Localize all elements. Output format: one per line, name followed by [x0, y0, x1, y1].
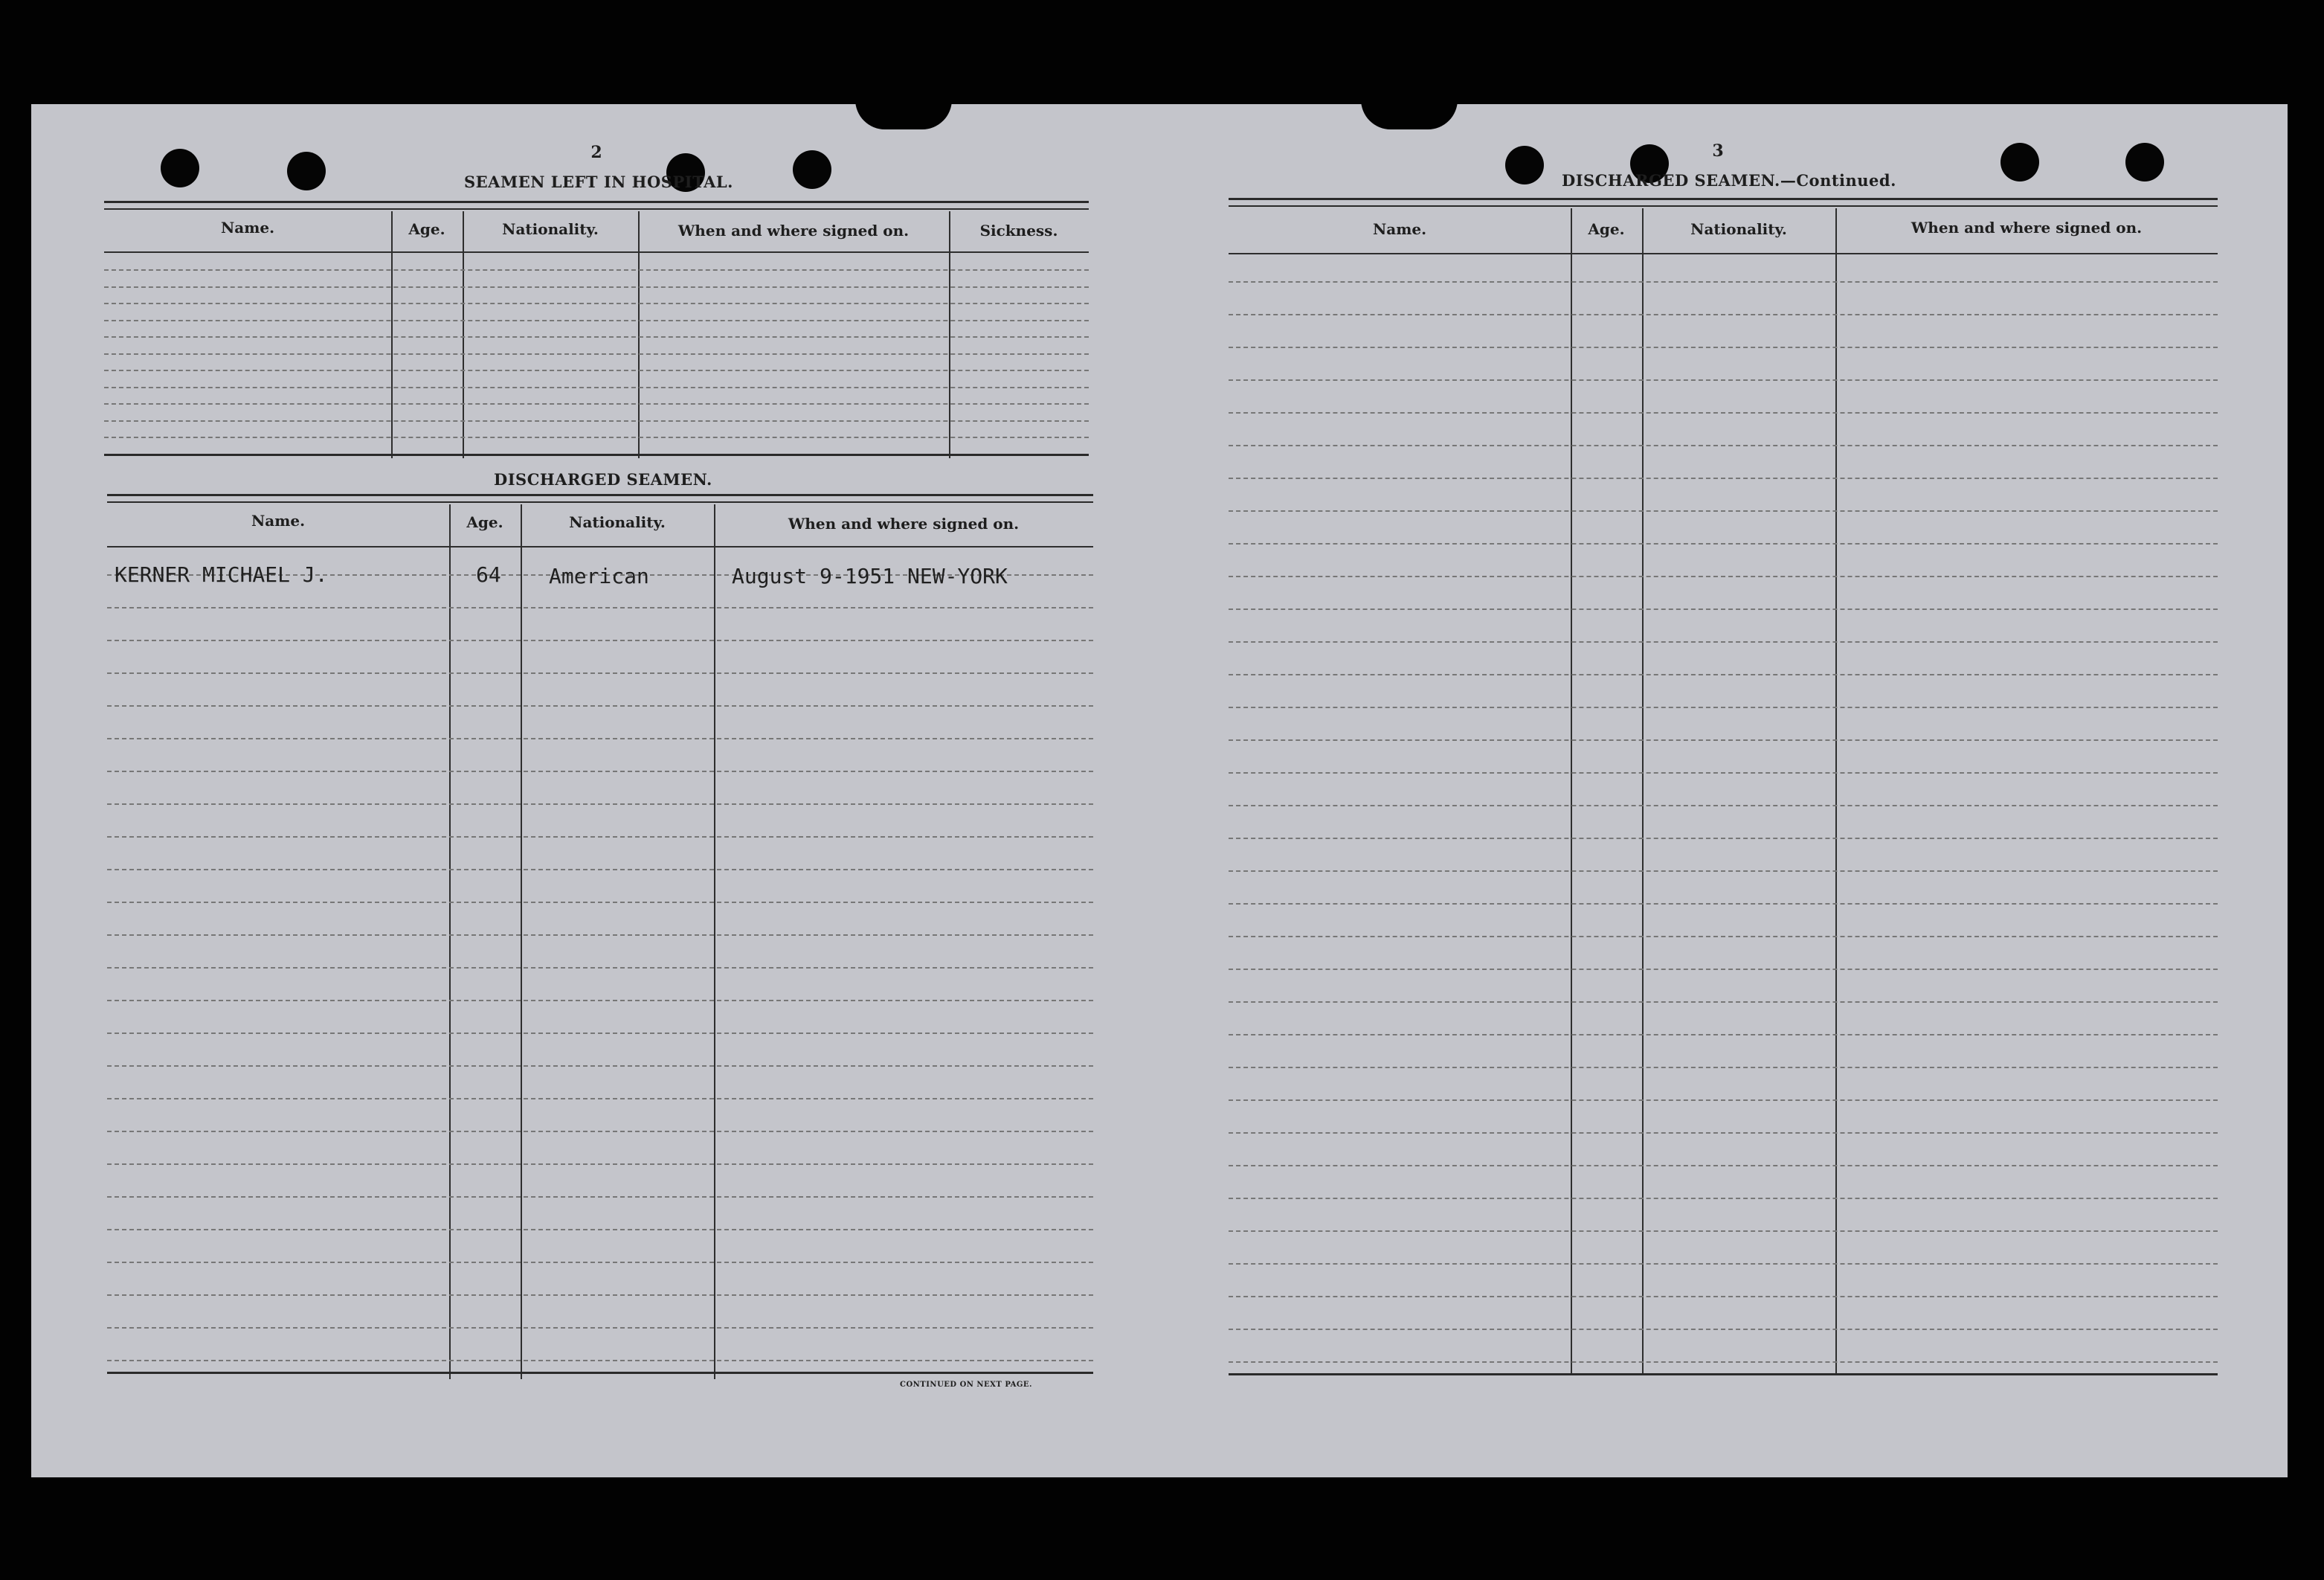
ruled-line — [1229, 412, 2218, 414]
ruled-line — [1229, 936, 2218, 937]
hospital-table — [104, 201, 1089, 461]
col-header-signed-on: When and where signed on. — [677, 222, 910, 240]
ruled-line — [107, 738, 1093, 739]
ruled-line — [104, 269, 1089, 271]
ruled-line — [107, 1327, 1093, 1329]
punch-hole — [287, 152, 326, 190]
ruled-line — [104, 336, 1089, 338]
ruled-line — [1229, 379, 2218, 381]
col-header-nationality: Nationality. — [1690, 220, 1787, 238]
hospital-section-title: SEAMEN LEFT IN HOSPITAL. — [464, 173, 733, 191]
seaman-name: KERNER MICHAEL J. — [115, 562, 328, 587]
ruled-line — [104, 420, 1089, 422]
ruled-line — [107, 1360, 1093, 1361]
ruled-line — [1229, 347, 2218, 348]
col-header-name: Name. — [251, 512, 306, 530]
ruled-line — [1229, 608, 2218, 610]
discharged-section-title: DISCHARGED SEAMEN. — [494, 470, 712, 489]
ruled-line — [1229, 903, 2218, 905]
ruled-line — [1229, 838, 2218, 839]
ruled-line — [107, 640, 1093, 641]
discharged-continued-table — [1229, 198, 2218, 1378]
ruled-line — [107, 1163, 1093, 1165]
ruled-line — [104, 286, 1089, 288]
ruled-line — [1229, 1099, 2218, 1101]
seaman-signed-on: August 9-1951 NEW-YORK — [732, 564, 1008, 588]
ruled-line — [107, 672, 1093, 674]
ruled-line — [1229, 543, 2218, 545]
ruled-line — [107, 1065, 1093, 1067]
col-header-age: Age. — [466, 513, 503, 531]
ruled-line — [104, 370, 1089, 371]
ruled-line — [1229, 314, 2218, 315]
ruled-line — [107, 836, 1093, 838]
ruled-line — [107, 803, 1093, 805]
ruled-line — [1229, 772, 2218, 774]
seaman-age: 64 — [476, 562, 501, 587]
ruled-line — [1229, 1296, 2218, 1297]
seaman-nationality: American — [549, 564, 649, 588]
col-header-sickness: Sickness. — [979, 222, 1058, 240]
ruled-line — [1229, 707, 2218, 708]
right-section-title: DISCHARGED SEAMEN.—Continued. — [1562, 171, 1896, 190]
ruled-line — [104, 320, 1089, 321]
ruled-line — [107, 1262, 1093, 1263]
ruled-line — [104, 353, 1089, 355]
punch-hole — [793, 150, 831, 189]
ruled-line — [104, 403, 1089, 405]
page-number-right: 3 — [1712, 141, 1724, 161]
ruled-line — [107, 934, 1093, 936]
ruled-line — [107, 1229, 1093, 1230]
torn-edge — [855, 100, 952, 129]
ruled-line — [1229, 739, 2218, 741]
col-header-nationality: Nationality. — [502, 220, 599, 238]
torn-edge — [1361, 100, 1458, 129]
ruled-line — [1229, 1263, 2218, 1265]
col-header-nationality: Nationality. — [569, 513, 666, 531]
ruled-line — [1229, 445, 2218, 446]
continued-footer: CONTINUED ON NEXT PAGE. — [900, 1381, 1033, 1389]
ruled-line — [104, 437, 1089, 438]
ruled-line — [1229, 1067, 2218, 1068]
ruled-line — [107, 1131, 1093, 1132]
ruled-line — [1229, 1230, 2218, 1232]
ruled-line — [104, 303, 1089, 304]
ruled-line — [107, 771, 1093, 772]
punch-hole — [2125, 143, 2164, 182]
ruled-line — [1229, 1132, 2218, 1134]
ruled-line — [107, 1033, 1093, 1034]
ruled-line — [1229, 576, 2218, 577]
page-number-left: 2 — [590, 143, 602, 162]
ruled-line — [107, 1000, 1093, 1001]
ruled-line — [1229, 1165, 2218, 1166]
col-header-age: Age. — [1588, 220, 1625, 238]
ruled-line — [104, 387, 1089, 388]
ruled-line — [1229, 1001, 2218, 1003]
ruled-line — [107, 869, 1093, 870]
ruled-line — [1229, 1198, 2218, 1199]
ruled-line — [1229, 281, 2218, 283]
ruled-line — [1229, 510, 2218, 512]
punch-hole — [161, 149, 199, 187]
ruled-line — [107, 705, 1093, 707]
ruled-line — [107, 1098, 1093, 1099]
punch-hole — [1505, 146, 1544, 184]
ruled-line — [1229, 478, 2218, 479]
col-header-name: Name. — [1372, 220, 1427, 238]
ruled-line — [1229, 870, 2218, 872]
ruled-line — [1229, 1034, 2218, 1035]
ruled-line — [107, 607, 1093, 608]
ruled-line — [107, 1196, 1093, 1198]
ruled-line — [107, 1294, 1093, 1296]
discharged-table — [107, 494, 1093, 1379]
col-header-age: Age. — [408, 220, 445, 238]
ruled-line — [1229, 674, 2218, 675]
col-header-signed-on: When and where signed on. — [1911, 219, 2143, 237]
ruled-line — [1229, 641, 2218, 643]
ruled-line — [1229, 1329, 2218, 1330]
ruled-line — [1229, 969, 2218, 970]
col-header-signed-on: When and where signed on. — [788, 515, 1020, 533]
ruled-line — [107, 902, 1093, 903]
ruled-line — [1229, 1361, 2218, 1363]
col-header-name: Name. — [220, 219, 275, 237]
ruled-line — [107, 967, 1093, 969]
punch-hole — [2000, 143, 2039, 182]
ruled-line — [1229, 805, 2218, 806]
